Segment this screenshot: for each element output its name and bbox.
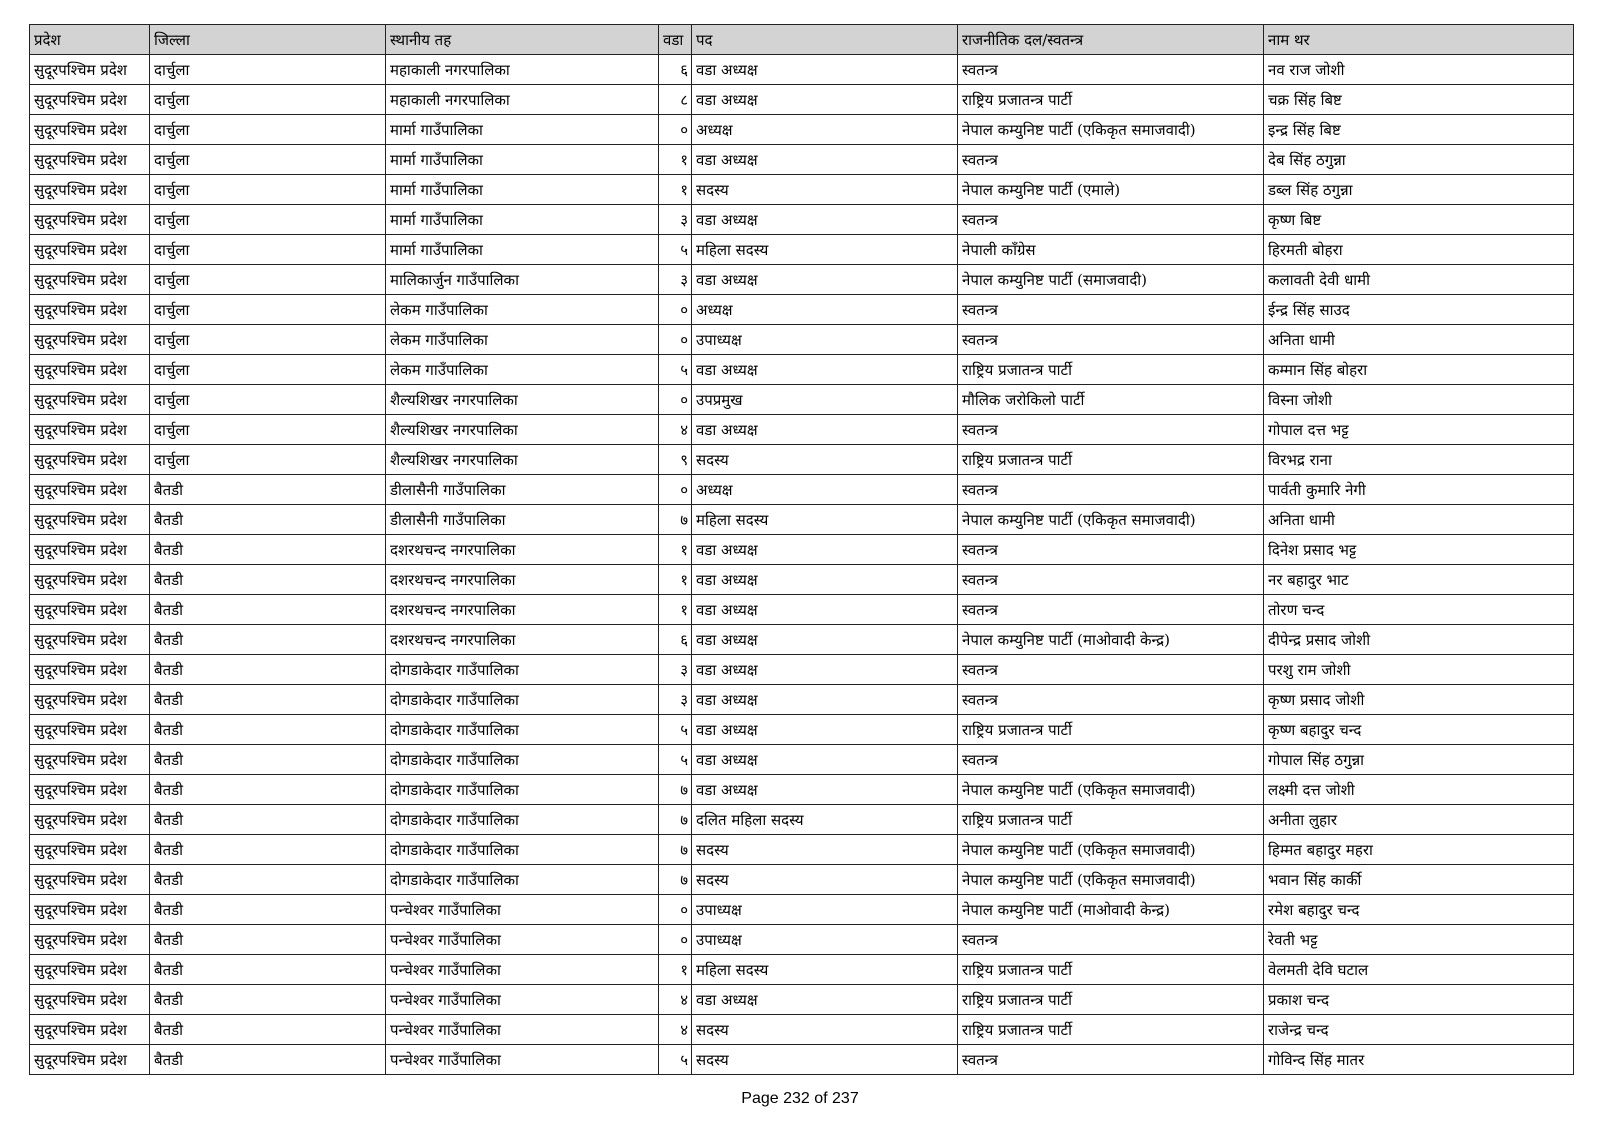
district-cell: बैतडी [150,865,386,895]
name-cell: अनिता धामी [1264,505,1574,535]
ward-cell: ४ [659,985,692,1015]
local-level-cell: पन्चेश्वर गाउँपालिका [386,895,659,925]
local-level-cell: मार्मा गाउँपालिका [386,205,659,235]
ward-cell: ७ [659,505,692,535]
province-cell: सुदूरपश्चिम प्रदेश [30,715,150,745]
name-cell: रमेश बहादुर चन्द [1264,895,1574,925]
name-cell: पार्वती कुमारि नेगी [1264,475,1574,505]
district-cell: बैतडी [150,505,386,535]
local-level-cell: दोगडाकेदार गाउँपालिका [386,775,659,805]
post-cell: अध्यक्ष [692,475,958,505]
post-cell: वडा अध्यक्ष [692,355,958,385]
col-header-name: नाम थर [1264,25,1574,55]
post-cell: उपप्रमुख [692,385,958,415]
district-cell: दार्चुला [150,145,386,175]
ward-cell: ७ [659,865,692,895]
col-header-ward: वडा [659,25,692,55]
party-cell: राष्ट्रिय प्रजातन्त्र पार्टी [958,805,1264,835]
district-cell: दार्चुला [150,385,386,415]
local-level-cell: शैल्यशिखर नगरपालिका [386,385,659,415]
party-cell: स्वतन्त्र [958,475,1264,505]
ward-cell: ० [659,895,692,925]
province-cell: सुदूरपश्चिम प्रदेश [30,775,150,805]
party-cell: नेपाल कम्युनिष्ट पार्टी (एकिकृत समाजवादी) [958,775,1264,805]
party-cell: राष्ट्रिय प्रजातन्त्र पार्टी [958,1015,1264,1045]
post-cell: वडा अध्यक्ष [692,625,958,655]
party-cell: नेपाली काँग्रेस [958,235,1264,265]
table-row [30,505,1574,535]
province-cell: सुदूरपश्चिम प्रदेश [30,85,150,115]
ward-cell: ० [659,115,692,145]
table-row [30,955,1574,985]
post-cell: दलित महिला सदस्य [692,805,958,835]
province-cell: सुदूरपश्चिम प्रदेश [30,535,150,565]
table-row [30,625,1574,655]
name-cell: विस्ना जोशी [1264,385,1574,415]
name-cell: वेलमती देवि घटाल [1264,955,1574,985]
district-cell: बैतडी [150,715,386,745]
name-cell: परशु राम जोशी [1264,655,1574,685]
name-cell: तोरण चन्द [1264,595,1574,625]
table-row [30,655,1574,685]
party-cell: राष्ट्रिय प्रजातन्त्र पार्टी [958,955,1264,985]
table-row [30,85,1574,115]
ward-cell: १ [659,175,692,205]
ward-cell: ७ [659,805,692,835]
party-cell: मौलिक जरोकिलो पार्टी [958,385,1264,415]
name-cell: अनिता धामी [1264,325,1574,355]
party-cell: राष्ट्रिय प्रजातन्त्र पार्टी [958,445,1264,475]
name-cell: गोपाल दत्त भट्ट [1264,415,1574,445]
province-cell: सुदूरपश्चिम प्रदेश [30,355,150,385]
local-level-cell: मार्मा गाउँपालिका [386,145,659,175]
local-level-cell: दशरथचन्द नगरपालिका [386,625,659,655]
post-cell: वडा अध्यक्ष [692,655,958,685]
district-cell: बैतडी [150,985,386,1015]
name-cell: नव राज जोशी [1264,55,1574,85]
post-cell: वडा अध्यक्ष [692,205,958,235]
district-cell: बैतडी [150,655,386,685]
name-cell: लक्ष्मी दत्त जोशी [1264,775,1574,805]
name-cell: राजेन्द्र चन्द [1264,1015,1574,1045]
party-cell: स्वतन्त्र [958,1045,1264,1075]
table-row [30,835,1574,865]
province-cell: सुदूरपश्चिम प्रदेश [30,745,150,775]
province-cell: सुदूरपश्चिम प्रदेश [30,445,150,475]
col-header-post: पद [692,25,958,55]
local-level-cell: लेकम गाउँपालिका [386,355,659,385]
party-cell: स्वतन्त्र [958,685,1264,715]
post-cell: वडा अध्यक्ष [692,685,958,715]
table-row [30,925,1574,955]
province-cell: सुदूरपश्चिम प्रदेश [30,955,150,985]
table-row [30,55,1574,85]
name-cell: विरभद्र राना [1264,445,1574,475]
ward-cell: ३ [659,655,692,685]
post-cell: वडा अध्यक्ष [692,775,958,805]
local-level-cell: शैल्यशिखर नगरपालिका [386,415,659,445]
ward-cell: ७ [659,775,692,805]
district-cell: दार्चुला [150,415,386,445]
party-cell: स्वतन्त्र [958,595,1264,625]
local-level-cell: पन्चेश्वर गाउँपालिका [386,955,659,985]
district-cell: बैतडी [150,685,386,715]
name-cell: रेवती भट्ट [1264,925,1574,955]
party-cell: नेपाल कम्युनिष्ट पार्टी (समाजवादी) [958,265,1264,295]
party-cell: स्वतन्त्र [958,415,1264,445]
post-cell: उपाध्यक्ष [692,925,958,955]
party-cell: स्वतन्त्र [958,145,1264,175]
table-row [30,115,1574,145]
post-cell: वडा अध्यक्ष [692,715,958,745]
local-level-cell: दशरथचन्द नगरपालिका [386,595,659,625]
table-row [30,775,1574,805]
party-cell: राष्ट्रिय प्रजातन्त्र पार्टी [958,715,1264,745]
party-cell: स्वतन्त्र [958,535,1264,565]
district-cell: दार्चुला [150,445,386,475]
table-row [30,895,1574,925]
party-cell: स्वतन्त्र [958,745,1264,775]
post-cell: अध्यक्ष [692,295,958,325]
province-cell: सुदूरपश्चिम प्रदेश [30,55,150,85]
col-header-district: जिल्ला [150,25,386,55]
district-cell: बैतडी [150,835,386,865]
post-cell: वडा अध्यक्ष [692,535,958,565]
district-cell: बैतडी [150,1045,386,1075]
province-cell: सुदूरपश्चिम प्रदेश [30,325,150,355]
district-cell: दार्चुला [150,295,386,325]
table-row [30,715,1574,745]
name-cell: अनीता लुहार [1264,805,1574,835]
ward-cell: ८ [659,85,692,115]
table-row [30,325,1574,355]
local-level-cell: दोगडाकेदार गाउँपालिका [386,715,659,745]
ward-cell: ० [659,475,692,505]
local-level-cell: महाकाली नगरपालिका [386,85,659,115]
local-level-cell: शैल्यशिखर नगरपालिका [386,445,659,475]
table-row [30,985,1574,1015]
name-cell: डब्ल सिंह ठगुन्ना [1264,175,1574,205]
party-cell: स्वतन्त्र [958,325,1264,355]
province-cell: सुदूरपश्चिम प्रदेश [30,475,150,505]
local-level-cell: मालिकार्जुन गाउँपालिका [386,265,659,295]
ward-cell: ० [659,325,692,355]
ward-cell: १ [659,565,692,595]
name-cell: दिनेश प्रसाद भट्ट [1264,535,1574,565]
col-header-province: प्रदेश [30,25,150,55]
party-cell: स्वतन्त्र [958,295,1264,325]
table-row [30,385,1574,415]
name-cell: भवान सिंह कार्की [1264,865,1574,895]
district-cell: दार्चुला [150,355,386,385]
local-level-cell: पन्चेश्वर गाउँपालिका [386,1045,659,1075]
province-cell: सुदूरपश्चिम प्रदेश [30,625,150,655]
district-cell: दार्चुला [150,55,386,85]
district-cell: बैतडी [150,745,386,775]
post-cell: उपाध्यक्ष [692,325,958,355]
party-cell: नेपाल कम्युनिष्ट पार्टी (एमाले) [958,175,1264,205]
local-level-cell: दोगडाकेदार गाउँपालिका [386,685,659,715]
name-cell: कम्मान सिंह बोहरा [1264,355,1574,385]
ward-cell: ५ [659,745,692,775]
province-cell: सुदूरपश्चिम प्रदेश [30,985,150,1015]
ward-cell: ३ [659,685,692,715]
name-cell: कृष्ण बिष्ट [1264,205,1574,235]
table-row [30,175,1574,205]
name-cell: ईन्द्र सिंह साउद [1264,295,1574,325]
district-cell: बैतडी [150,595,386,625]
table-row [30,145,1574,175]
ward-cell: ७ [659,835,692,865]
party-cell: नेपाल कम्युनिष्ट पार्टी (एकिकृत समाजवादी) [958,835,1264,865]
party-cell: राष्ट्रिय प्रजातन्त्र पार्टी [958,985,1264,1015]
party-cell: स्वतन्त्र [958,925,1264,955]
table-body [30,55,1574,1075]
province-cell: सुदूरपश्चिम प्रदेश [30,895,150,925]
post-cell: सदस्य [692,835,958,865]
table-row [30,295,1574,325]
district-cell: दार्चुला [150,115,386,145]
table-row [30,595,1574,625]
district-cell: बैतडी [150,535,386,565]
post-cell: वडा अध्यक्ष [692,985,958,1015]
district-cell: बैतडी [150,805,386,835]
party-cell: नेपाल कम्युनिष्ट पार्टी (एकिकृत समाजवादी) [958,115,1264,145]
province-cell: सुदूरपश्चिम प्रदेश [30,565,150,595]
district-cell: बैतडी [150,625,386,655]
name-cell: कृष्ण बहादुर चन्द [1264,715,1574,745]
district-cell: बैतडी [150,925,386,955]
post-cell: वडा अध्यक्ष [692,745,958,775]
name-cell: गोविन्द सिंह मातर [1264,1045,1574,1075]
table-row [30,235,1574,265]
local-level-cell: महाकाली नगरपालिका [386,55,659,85]
province-cell: सुदूरपश्चिम प्रदेश [30,835,150,865]
post-cell: सदस्य [692,1015,958,1045]
party-cell: स्वतन्त्र [958,55,1264,85]
name-cell: चक्र सिंह बिष्ट [1264,85,1574,115]
local-level-cell: लेकम गाउँपालिका [386,295,659,325]
post-cell: सदस्य [692,1045,958,1075]
name-cell: हिम्मत बहादुर महरा [1264,835,1574,865]
post-cell: वडा अध्यक्ष [692,85,958,115]
ward-cell: ३ [659,265,692,295]
province-cell: सुदूरपश्चिम प्रदेश [30,505,150,535]
district-cell: बैतडी [150,1015,386,1045]
post-cell: सदस्य [692,445,958,475]
province-cell: सुदूरपश्चिम प्रदेश [30,865,150,895]
party-cell: स्वतन्त्र [958,655,1264,685]
post-cell: महिला सदस्य [692,955,958,985]
province-cell: सुदूरपश्चिम प्रदेश [30,1015,150,1045]
post-cell: वडा अध्यक्ष [692,265,958,295]
table-row [30,685,1574,715]
post-cell: वडा अध्यक्ष [692,565,958,595]
province-cell: सुदूरपश्चिम प्रदेश [30,265,150,295]
name-cell: कृष्ण प्रसाद जोशी [1264,685,1574,715]
local-level-cell: मार्मा गाउँपालिका [386,115,659,145]
local-level-cell: दोगडाकेदार गाउँपालिका [386,835,659,865]
name-cell: दीपेन्द्र प्रसाद जोशी [1264,625,1574,655]
district-cell: बैतडी [150,955,386,985]
district-cell: बैतडी [150,475,386,505]
table-row [30,865,1574,895]
name-cell: कलावती देवी धामी [1264,265,1574,295]
ward-cell: ४ [659,1015,692,1045]
ward-cell: ० [659,295,692,325]
table-row [30,565,1574,595]
col-header-local-level: स्थानीय तह [386,25,659,55]
district-cell: दार्चुला [150,85,386,115]
province-cell: सुदूरपश्चिम प्रदेश [30,685,150,715]
ward-cell: १ [659,955,692,985]
post-cell: सदस्य [692,865,958,895]
province-cell: सुदूरपश्चिम प्रदेश [30,205,150,235]
province-cell: सुदूरपश्चिम प्रदेश [30,415,150,445]
local-level-cell: दशरथचन्द नगरपालिका [386,565,659,595]
ward-cell: ६ [659,55,692,85]
province-cell: सुदूरपश्चिम प्रदेश [30,805,150,835]
table-row [30,1015,1574,1045]
ward-cell: ४ [659,415,692,445]
ward-cell: ५ [659,715,692,745]
table-row [30,535,1574,565]
local-level-cell: लेकम गाउँपालिका [386,325,659,355]
party-cell: नेपाल कम्युनिष्ट पार्टी (माओवादी केन्द्र) [958,895,1264,925]
table-row [30,805,1574,835]
table-row [30,1045,1574,1075]
party-cell: नेपाल कम्युनिष्ट पार्टी (एकिकृत समाजवादी) [958,865,1264,895]
ward-cell: ९ [659,445,692,475]
province-cell: सुदूरपश्चिम प्रदेश [30,655,150,685]
table-row [30,205,1574,235]
district-cell: बैतडी [150,775,386,805]
province-cell: सुदूरपश्चिम प्रदेश [30,295,150,325]
ward-cell: ५ [659,355,692,385]
name-cell: नर बहादुर भाट [1264,565,1574,595]
name-cell: गोपाल सिंह ठगुन्ना [1264,745,1574,775]
local-level-cell: दोगडाकेदार गाउँपालिका [386,745,659,775]
page-number: Page 232 of 237 [741,1090,859,1107]
table-row [30,745,1574,775]
ward-cell: ५ [659,1045,692,1075]
name-cell: देब सिंह ठगुन्ना [1264,145,1574,175]
district-cell: दार्चुला [150,175,386,205]
post-cell: वडा अध्यक्ष [692,595,958,625]
ward-cell: ० [659,925,692,955]
local-level-cell: दशरथचन्द नगरपालिका [386,535,659,565]
table-row [30,265,1574,295]
province-cell: सुदूरपश्चिम प्रदेश [30,1045,150,1075]
name-cell: हिरमती बोहरा [1264,235,1574,265]
local-level-cell: दोगडाकेदार गाउँपालिका [386,805,659,835]
post-cell: वडा अध्यक्ष [692,415,958,445]
party-cell: राष्ट्रिय प्रजातन्त्र पार्टी [958,85,1264,115]
name-cell: प्रकाश चन्द [1264,985,1574,1015]
local-level-cell: डीलासैनी गाउँपालिका [386,505,659,535]
ward-cell: ३ [659,205,692,235]
local-level-cell: पन्चेश्वर गाउँपालिका [386,925,659,955]
district-cell: दार्चुला [150,265,386,295]
local-level-cell: पन्चेश्वर गाउँपालिका [386,985,659,1015]
district-cell: बैतडी [150,565,386,595]
ward-cell: ६ [659,625,692,655]
local-level-cell: मार्मा गाउँपालिका [386,235,659,265]
province-cell: सुदूरपश्चिम प्रदेश [30,145,150,175]
party-cell: राष्ट्रिय प्रजातन्त्र पार्टी [958,355,1264,385]
table-row [30,415,1574,445]
post-cell: अध्यक्ष [692,115,958,145]
local-level-cell: दोगडाकेदार गाउँपालिका [386,655,659,685]
post-cell: महिला सदस्य [692,235,958,265]
post-cell: सदस्य [692,175,958,205]
province-cell: सुदूरपश्चिम प्रदेश [30,925,150,955]
province-cell: सुदूरपश्चिम प्रदेश [30,175,150,205]
district-cell: बैतडी [150,895,386,925]
col-header-party: राजनीतिक दल/स्वतन्त्र [958,25,1264,55]
ward-cell: १ [659,145,692,175]
ward-cell: १ [659,535,692,565]
party-cell: नेपाल कम्युनिष्ट पार्टी (एकिकृत समाजवादी) [958,505,1264,535]
party-cell: स्वतन्त्र [958,565,1264,595]
ward-cell: ५ [659,235,692,265]
local-level-cell: मार्मा गाउँपालिका [386,175,659,205]
post-cell: उपाध्यक्ष [692,895,958,925]
district-cell: दार्चुला [150,205,386,235]
post-cell: महिला सदस्य [692,505,958,535]
local-level-cell: पन्चेश्वर गाउँपालिका [386,1015,659,1045]
ward-cell: १ [659,595,692,625]
ward-cell: ० [659,385,692,415]
party-cell: नेपाल कम्युनिष्ट पार्टी (माओवादी केन्द्र) [958,625,1264,655]
local-level-cell: दोगडाकेदार गाउँपालिका [386,865,659,895]
table-row [30,445,1574,475]
post-cell: वडा अध्यक्ष [692,145,958,175]
district-cell: दार्चुला [150,235,386,265]
district-cell: दार्चुला [150,325,386,355]
table-row [30,475,1574,505]
province-cell: सुदूरपश्चिम प्रदेश [30,235,150,265]
results-table [29,24,1574,1075]
province-cell: सुदूरपश्चिम प्रदेश [30,115,150,145]
local-level-cell: डीलासैनी गाउँपालिका [386,475,659,505]
province-cell: सुदूरपश्चिम प्रदेश [30,595,150,625]
province-cell: सुदूरपश्चिम प्रदेश [30,385,150,415]
post-cell: वडा अध्यक्ष [692,55,958,85]
table-row [30,355,1574,385]
party-cell: स्वतन्त्र [958,205,1264,235]
header-row [30,25,1574,55]
name-cell: इन्द्र सिंह बिष्ट [1264,115,1574,145]
